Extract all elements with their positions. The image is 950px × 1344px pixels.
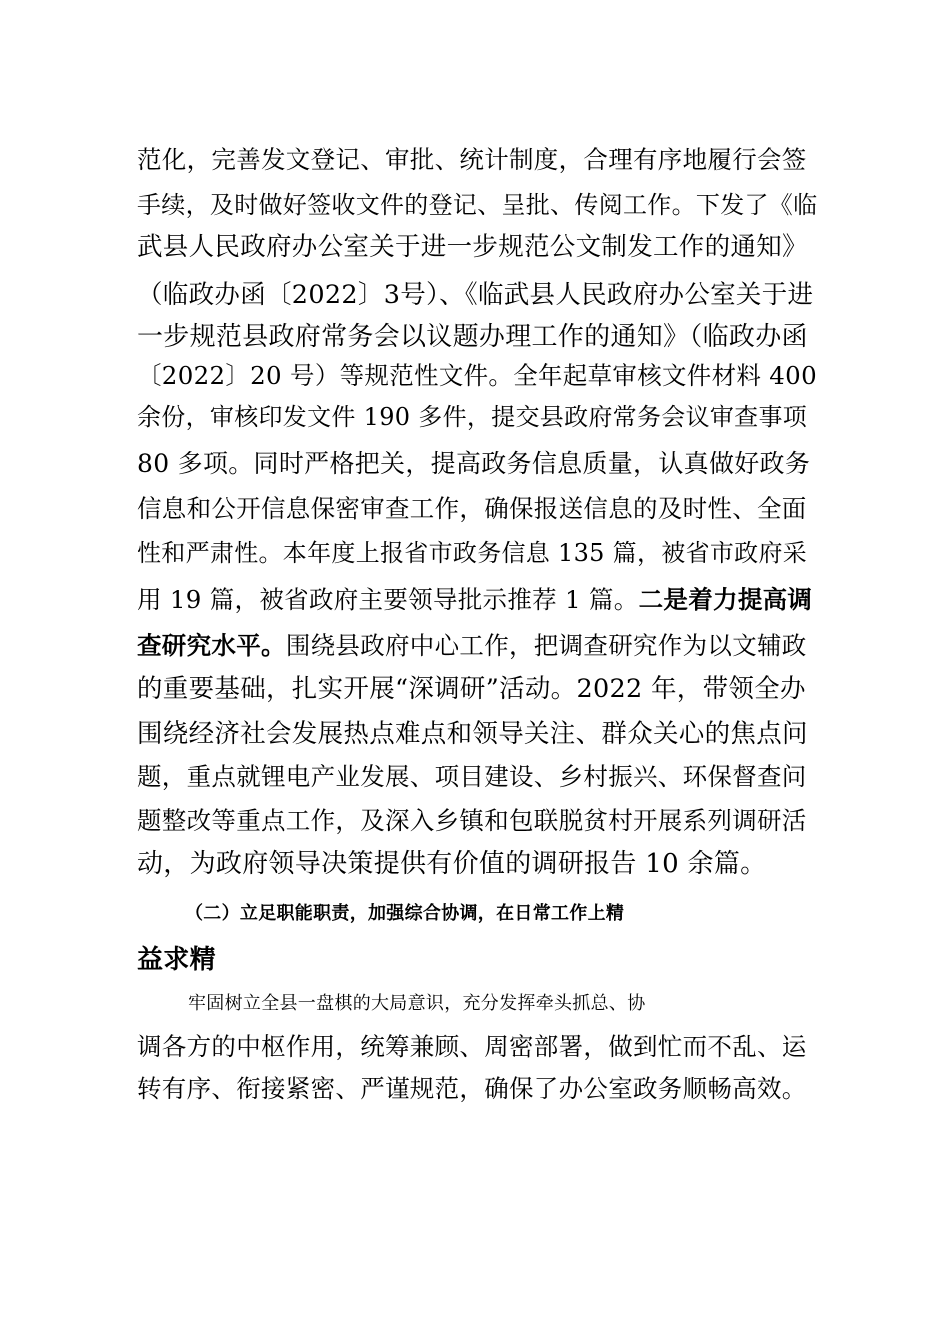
text-line: 围绕经济社会发展热点难点和领导关注、群众关心的焦点问 [137, 719, 808, 749]
text-line [137, 582, 817, 618]
text-line: 牢固树立全县一盘棋的大局意识，充分发挥牵头抓总、协 [188, 993, 646, 1014]
text-line: 手续，及时做好签收文件的登记、呈批、传阅工作。下发了《临 [137, 191, 818, 219]
text-run: 用 19 篇，被省政府主要领导批示推荐 1 篇。 [137, 585, 639, 614]
text-line: 性和严肃性。本年度上报省市政务信息 135 篇，被省市政府采 [137, 539, 808, 567]
text-line: 范化，完善发文登记、审批、统计制度，合理有序地履行会签 [137, 145, 807, 174]
text-line: 调各方的中枢作用，统筹兼顾、周密部署，做到忙而不乱、运 [137, 1032, 807, 1061]
text-line: 武县人民政府办公室关于进一步规范公文制发工作的通知》 [137, 232, 808, 262]
text-line: 〔2022〕20 号）等规范性文件。全年起草审核文件材料 400 [137, 361, 817, 390]
text-line: 题整改等重点工作，及深入乡镇和包联脱贫村开展系列调研活 [137, 806, 807, 835]
text-line: 余份，审核印发文件 190 多件，提交县政府常务会议审查事项 [137, 403, 808, 431]
text-line: 转有序、衔接紧密、严谨规范，确保了办公室政务顺畅高效。 [137, 1074, 807, 1103]
text-line: （临政办函〔2022〕3号）、《临武县人民政府办公室关于进 [137, 280, 814, 310]
text-run: 围绕县政府中心工作，把调查研究作为以文辅政 [285, 631, 807, 660]
text-line: 题，重点就锂电产业发展、项目建设、乡村振兴、环保督查问 [137, 762, 807, 791]
text-line: 一步规范县政府常务会以议题办理工作的通知》（临政办函 [137, 322, 808, 352]
text-line: 动，为政府领导决策提供有价值的调研报告 10 余篇。 [137, 849, 767, 879]
section-heading-continued: 益求精 [137, 945, 216, 975]
text-line: 80 多项。同时严格把关，提高政务信息质量，认真做好政务 [137, 449, 811, 478]
text-line: 信息和公开信息保密审查工作，确保报送信息的及时性、全面 [137, 494, 807, 523]
bold-key-point: 查研究水平。 [137, 631, 286, 660]
bold-key-point: 二是着力提高调 [638, 585, 813, 614]
text-line: 的重要基础，扎实开展“深调研”活动。2022 年，带领全办 [137, 674, 806, 704]
section-heading: （二）立足职能职责，加强综合协调，在日常工作上精 [185, 903, 625, 924]
text-line [137, 628, 817, 664]
